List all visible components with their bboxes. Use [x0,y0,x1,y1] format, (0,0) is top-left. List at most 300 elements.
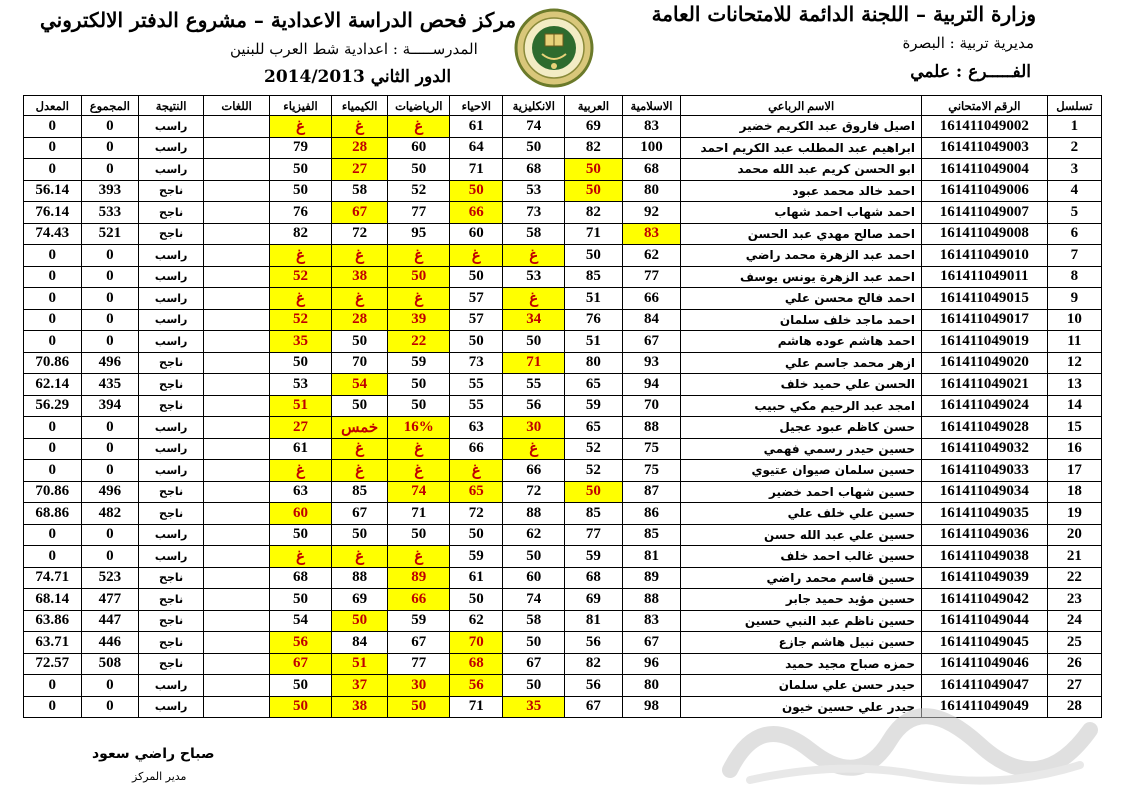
table-cell: 12 [1047,352,1101,374]
table-cell: 0 [81,675,139,697]
flagged-grade-cell: 70 [450,632,503,654]
flagged-grade-cell: 38 [331,266,387,288]
table-row [24,503,1102,525]
table-cell: 62 [503,524,565,546]
table-cell: 161411049042 [922,589,1048,611]
result-cell: ناجح [139,223,204,245]
table-cell: 74.43 [24,223,82,245]
table-cell: 75 [622,438,681,460]
table-cell: 53 [503,180,565,202]
flagged-grade-cell: 51 [270,395,332,417]
table-cell: 50 [503,546,565,568]
table-cell: 50 [331,395,387,417]
table-row [24,546,1102,568]
flagged-grade-cell: 74 [388,481,450,503]
result-cell: ناجح [139,653,204,675]
result-cell: راسب [139,266,204,288]
table-cell: 76 [270,202,332,224]
flagged-grade-cell: غ [331,438,387,460]
table-row [24,223,1102,245]
flagged-grade-cell: 50 [450,180,503,202]
student-name-cell: احمد عبد الزهرة محمد راضي [681,245,922,267]
branch-label: الفـــــرع : علمي [910,62,1031,82]
table-cell: 84 [622,309,681,331]
table-cell: 161411049028 [922,417,1048,439]
result-cell: راسب [139,331,204,353]
table-cell: 19 [1047,503,1101,525]
table-cell: 446 [81,632,139,654]
flagged-grade-cell: 56 [270,632,332,654]
table-cell: 161411049032 [922,438,1048,460]
table-cell: 74 [503,589,565,611]
directorate-label: مديرية تربية : البصرة [902,34,1034,52]
table-cell: 80 [565,352,623,374]
table-cell: 60 [450,223,503,245]
table-cell: 59 [565,395,623,417]
flagged-grade-cell: 37 [331,675,387,697]
table-cell: 66 [622,288,681,310]
table-cell: 161411049046 [922,653,1048,675]
student-name-cell: احمد ماجد خلف سلمان [681,309,922,331]
student-name-cell: احمد خالد محمد عبود [681,180,922,202]
flagged-grade-cell: غ [331,460,387,482]
table-cell: 72 [331,223,387,245]
table-cell: 161411049019 [922,331,1048,353]
table-cell: 22 [1047,567,1101,589]
table-row [24,460,1102,482]
table-cell: 496 [81,481,139,503]
table-cell: 28 [1047,696,1101,718]
table-cell [204,438,270,460]
result-cell: ناجح [139,481,204,503]
table-cell: 24 [1047,610,1101,632]
table-cell: 52 [565,438,623,460]
table-cell: 85 [565,266,623,288]
table-cell: 88 [331,567,387,589]
flagged-grade-cell: غ [388,438,450,460]
table-cell: 0 [24,309,82,331]
table-cell: 56 [565,675,623,697]
table-cell: 0 [24,137,82,159]
table-cell: 52 [565,460,623,482]
student-name-cell: حسين سلمان صيوان عتيوي [681,460,922,482]
table-cell: 67 [622,632,681,654]
table-cell: 59 [565,546,623,568]
student-name-cell: احمد شهاب احمد شهاب [681,202,922,224]
student-name-cell: حسين علي خلف علي [681,503,922,525]
table-cell: 0 [24,159,82,181]
table-cell: 83 [622,610,681,632]
table-cell: 3 [1047,159,1101,181]
table-cell: 523 [81,567,139,589]
table-cell: 76.14 [24,202,82,224]
table-cell [204,503,270,525]
table-cell: 50 [388,395,450,417]
table-row [24,653,1102,675]
table-cell: 69 [331,589,387,611]
round-label: الدور الثاني 2014/2013 [264,67,452,87]
flagged-grade-cell: 39 [388,309,450,331]
result-cell: ناجح [139,567,204,589]
flagged-grade-cell: 22 [388,331,450,353]
table-cell: 67 [565,696,623,718]
table-cell: 66 [503,460,565,482]
table-row [24,438,1102,460]
table-cell: 72 [503,481,565,503]
table-cell: 82 [565,202,623,224]
table-cell: 50 [270,524,332,546]
table-cell: 161411049003 [922,137,1048,159]
table-cell: 68 [565,567,623,589]
table-cell [204,245,270,267]
table-cell: 55 [450,395,503,417]
table-cell: 61 [270,438,332,460]
student-name-cell: حسين شهاب احمد خضير [681,481,922,503]
result-cell: ناجح [139,180,204,202]
flagged-grade-cell: غ [388,546,450,568]
student-name-cell: احمد صالح مهدي عبد الحسن [681,223,922,245]
table-cell: 80 [622,675,681,697]
table-cell: 0 [81,288,139,310]
table-cell: 20 [1047,524,1101,546]
flagged-grade-cell: 67 [270,653,332,675]
table-cell [204,116,270,138]
table-cell: 71 [388,503,450,525]
flagged-grade-cell: 83 [622,223,681,245]
table-cell: 67 [388,632,450,654]
table-cell: 50 [270,352,332,374]
flagged-grade-cell: 50 [331,610,387,632]
table-cell: 67 [503,653,565,675]
results-table [23,95,1102,718]
table-cell [204,395,270,417]
table-cell: 50 [450,589,503,611]
table-cell [204,460,270,482]
flagged-grade-cell: غ [270,288,332,310]
table-row [24,417,1102,439]
result-cell: راسب [139,696,204,718]
flagged-grade-cell: 52 [270,309,332,331]
table-cell: 56 [503,395,565,417]
table-cell: 0 [24,438,82,460]
table-cell: 63 [450,417,503,439]
table-cell: 65 [565,374,623,396]
table-cell: 0 [81,245,139,267]
result-cell: ناجح [139,352,204,374]
table-cell [204,352,270,374]
table-cell: 0 [24,417,82,439]
table-cell [204,653,270,675]
flagged-grade-cell: غ [270,546,332,568]
table-cell: 477 [81,589,139,611]
table-cell: 0 [81,417,139,439]
table-cell: 161411049035 [922,503,1048,525]
table-cell: 0 [24,524,82,546]
table-cell: 16 [1047,438,1101,460]
table-cell: 58 [503,610,565,632]
flagged-grade-cell: غ [331,116,387,138]
table-row [24,202,1102,224]
table-cell: 0 [24,331,82,353]
table-cell: 161411049034 [922,481,1048,503]
flagged-grade-cell: غ [270,460,332,482]
table-cell: 69 [565,116,623,138]
table-cell: 57 [450,309,503,331]
table-cell: 74.71 [24,567,82,589]
table-row [24,159,1102,181]
column-header: المعدل [24,96,82,116]
table-cell: 62 [450,610,503,632]
table-cell: 394 [81,395,139,417]
table-cell: 161411049038 [922,546,1048,568]
table-cell: 0 [81,137,139,159]
table-row [24,481,1102,503]
table-row [24,524,1102,546]
table-cell: 88 [503,503,565,525]
table-cell: 8 [1047,266,1101,288]
flagged-grade-cell: 52 [270,266,332,288]
student-name-cell: حسين نبيل هاشم جازع [681,632,922,654]
table-cell [204,266,270,288]
table-cell: 87 [622,481,681,503]
result-cell: راسب [139,675,204,697]
table-cell: 50 [270,159,332,181]
table-cell: 60 [503,567,565,589]
column-header: الاحياء [450,96,503,116]
table-cell: 0 [81,546,139,568]
flagged-grade-cell: غ [503,245,565,267]
table-cell: 77 [565,524,623,546]
center-title: مركز فحص الدراسة الاعدادية – مشروع الدفتر الالكتروني [40,8,517,32]
table-cell: 0 [81,266,139,288]
table-cell: 83 [622,116,681,138]
flagged-grade-cell: 65 [450,481,503,503]
ministry-title: وزارة التربية – اللجنة الدائمة للامتحانات العامة [651,2,1036,26]
table-cell: 50 [331,331,387,353]
table-cell: 10 [1047,309,1101,331]
student-name-cell: حسن كاظم عبود عجيل [681,417,922,439]
column-header: الكيمياء [331,96,387,116]
table-cell: 56.29 [24,395,82,417]
flagged-grade-cell: 68 [450,653,503,675]
table-cell: 447 [81,610,139,632]
table-row [24,180,1102,202]
table-cell: 161411049006 [922,180,1048,202]
table-row [24,116,1102,138]
flagged-grade-cell: 50 [565,481,623,503]
flagged-grade-cell: 67 [331,202,387,224]
table-cell: 0 [81,696,139,718]
table-cell: 67 [331,503,387,525]
flagged-grade-cell: غ [450,245,503,267]
flagged-grade-cell: غ [331,288,387,310]
table-cell: 533 [81,202,139,224]
table-cell: 26 [1047,653,1101,675]
table-cell [204,309,270,331]
column-header: تسلسل [1047,96,1101,116]
flagged-grade-cell: 50 [565,159,623,181]
table-cell: 59 [388,352,450,374]
table-cell: 21 [1047,546,1101,568]
table-cell: 50 [270,675,332,697]
table-cell: 13 [1047,374,1101,396]
table-cell: 0 [24,546,82,568]
table-cell: 77 [388,653,450,675]
student-name-cell: ابو الحسن كريم عبد الله محمد [681,159,922,181]
table-cell: 0 [81,524,139,546]
table-cell: 85 [565,503,623,525]
table-cell: 68.86 [24,503,82,525]
table-cell: 63.86 [24,610,82,632]
table-cell: 70.86 [24,352,82,374]
flagged-grade-cell: 38 [331,696,387,718]
flagged-grade-cell: 66 [388,589,450,611]
table-cell: 71 [450,159,503,181]
result-cell: ناجح [139,395,204,417]
student-name-cell: حسين مؤيد حميد جابر [681,589,922,611]
table-cell: 23 [1047,589,1101,611]
table-cell: 95 [388,223,450,245]
table-cell: 84 [331,632,387,654]
table-cell: 65 [565,417,623,439]
table-header-row [24,96,1102,116]
table-cell [204,223,270,245]
table-cell: 93 [622,352,681,374]
result-cell: راسب [139,417,204,439]
column-header: الرياضيات [388,96,450,116]
table-cell: 0 [81,331,139,353]
table-cell: 70.86 [24,481,82,503]
flagged-grade-cell: غ [503,438,565,460]
table-cell: 0 [24,245,82,267]
table-row [24,266,1102,288]
table-cell: 50 [388,374,450,396]
table-cell: 58 [331,180,387,202]
column-header: اللغات [204,96,270,116]
table-cell: 0 [81,460,139,482]
table-cell: 161411049020 [922,352,1048,374]
table-cell: 161411049011 [922,266,1048,288]
table-cell: 393 [81,180,139,202]
table-cell: 25 [1047,632,1101,654]
table-cell: 17 [1047,460,1101,482]
table-cell: 482 [81,503,139,525]
table-cell: 81 [622,546,681,568]
table-cell: 508 [81,653,139,675]
result-cell: راسب [139,546,204,568]
result-cell: راسب [139,159,204,181]
table-cell: 58 [503,223,565,245]
table-cell: 50 [503,632,565,654]
flagged-grade-cell: غ [270,116,332,138]
table-cell: 0 [24,675,82,697]
flagged-grade-cell: غ [388,116,450,138]
flagged-grade-cell: 60 [270,503,332,525]
flagged-grade-cell: 27 [270,417,332,439]
flagged-grade-cell: 28 [331,137,387,159]
table-cell: 61 [450,116,503,138]
student-name-cell: حيدر حسن علي سلمان [681,675,922,697]
table-row [24,288,1102,310]
table-cell: 61 [450,567,503,589]
table-cell: 161411049045 [922,632,1048,654]
table-cell: 161411049021 [922,374,1048,396]
table-cell: 14 [1047,395,1101,417]
result-cell: راسب [139,524,204,546]
table-cell: 85 [622,524,681,546]
table-cell: 50 [503,331,565,353]
student-name-cell: احمد هاشم عوده هاشم [681,331,922,353]
table-cell [204,202,270,224]
table-cell: 62 [622,245,681,267]
table-cell: 15 [1047,417,1101,439]
flagged-grade-cell: 56 [450,675,503,697]
table-row [24,245,1102,267]
table-cell: 92 [622,202,681,224]
column-header: الانكليزية [503,96,565,116]
result-cell: راسب [139,438,204,460]
result-cell: راسب [139,288,204,310]
table-cell [204,331,270,353]
result-cell: ناجح [139,632,204,654]
result-cell: ناجح [139,589,204,611]
column-header: العربية [565,96,623,116]
table-row [24,589,1102,611]
flagged-grade-cell: غ [388,460,450,482]
table-cell: 50 [450,266,503,288]
table-cell: 521 [81,223,139,245]
table-cell: 75 [622,460,681,482]
flagged-grade-cell: غ [388,288,450,310]
table-cell: 77 [388,202,450,224]
table-cell: 51 [565,288,623,310]
flagged-grade-cell: غ [270,245,332,267]
table-cell: 86 [622,503,681,525]
table-cell: 88 [622,417,681,439]
student-name-cell: ازهر محمد جاسم علي [681,352,922,374]
table-cell [204,417,270,439]
table-cell: 161411049047 [922,675,1048,697]
flagged-grade-cell: 16% [388,417,450,439]
table-cell: 64 [450,137,503,159]
flagged-grade-cell: 50 [270,696,332,718]
table-cell: 68 [270,567,332,589]
table-cell: 60 [388,137,450,159]
table-cell: 82 [270,223,332,245]
table-row [24,632,1102,654]
table-cell: 7 [1047,245,1101,267]
result-cell: راسب [139,309,204,331]
table-cell [204,589,270,611]
column-header: الاسم الرباعي [681,96,922,116]
table-cell: 53 [270,374,332,396]
table-cell: 161411049049 [922,696,1048,718]
table-cell: 50 [450,524,503,546]
school-label: المدرســـــة : اعدادية شط العرب للبنين [230,40,478,58]
table-cell: 435 [81,374,139,396]
student-name-cell: الحسن علي حميد خلف [681,374,922,396]
flagged-grade-cell: غ [450,460,503,482]
table-cell: 72.57 [24,653,82,675]
student-name-cell: ابراهيم عبد المطلب عبد الكريم احمد [681,137,922,159]
table-cell: 51 [565,331,623,353]
table-cell: 50 [450,331,503,353]
flagged-grade-cell: 51 [331,653,387,675]
table-cell: 79 [270,137,332,159]
table-cell: 161411049036 [922,524,1048,546]
student-name-cell: حسين ناظم عبد النبي حسين [681,610,922,632]
flagged-grade-cell: غ [388,245,450,267]
